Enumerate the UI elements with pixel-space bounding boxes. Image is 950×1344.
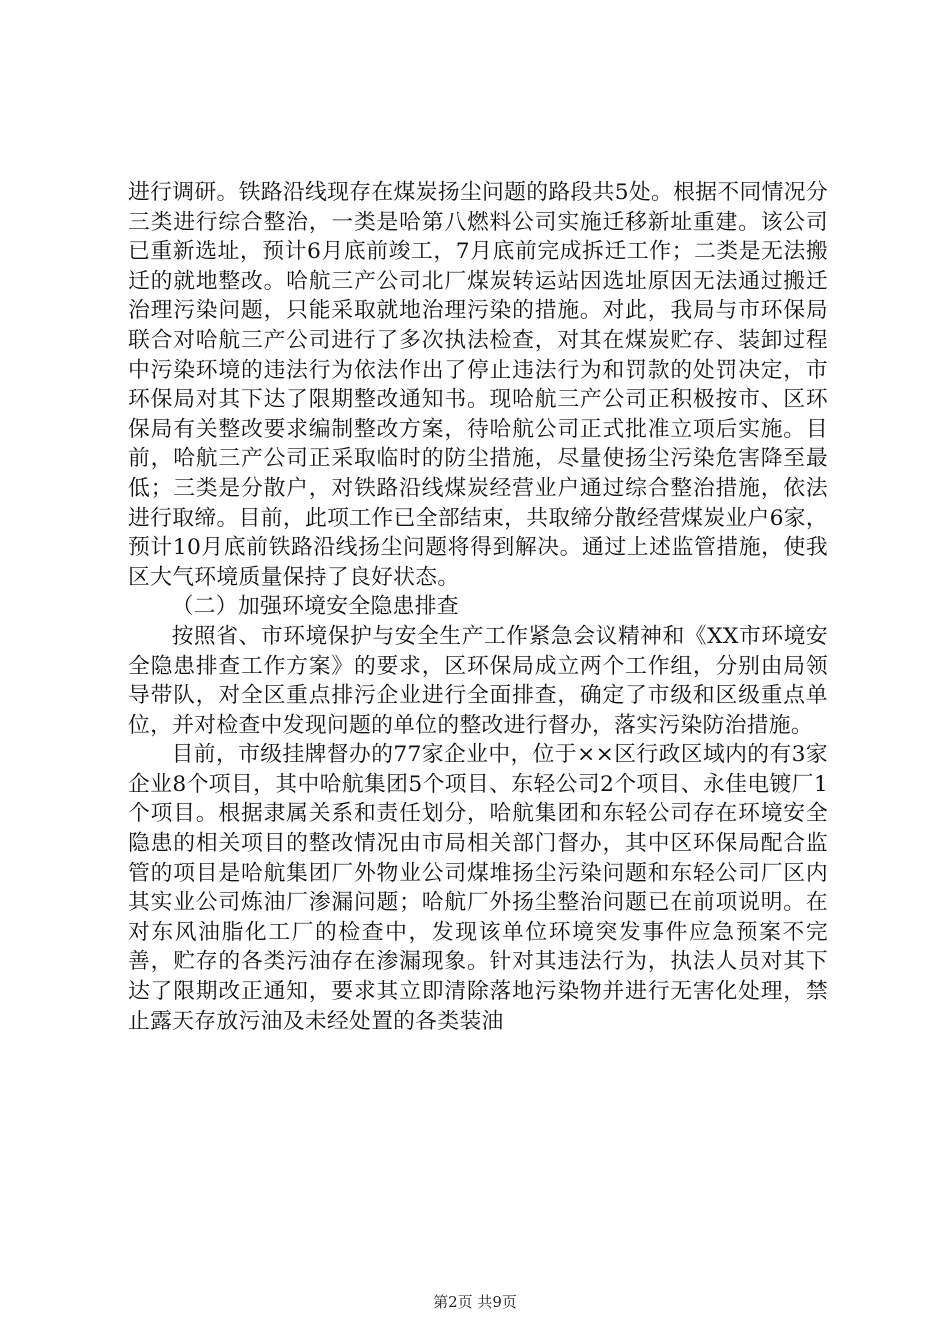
document-body (128, 178, 828, 1036)
section-heading: （二）加强环境安全隐患排查 (171, 594, 459, 620)
page-footer: 第2页 共9页 (433, 1293, 517, 1311)
paragraph-2: 按照省、市环境保护与安全生产工作紧急会议精神和《XX市环境安全隐患排查工作方案》的要求，区环保局成立两个工作组，分别由局领导带队，对全区重点排污企业进行全面排查，确定了市级和区级重点单位，并对检查中发现问题的单位的整改进行督办，落实污染防治措施。 (128, 623, 828, 738)
paragraph-3: 目前，市级挂牌督办的77家企业中，位于××区行政区域内的有3家企业8个项目，其中哈航集团5个项目、东轻公司2个项目、永佳电镀厂1个项目。根据隶属关系和责任划分，哈航集团和东轻公司存在环境安全隐患的相关项目的整改情况由市局相关部门督办，其中区环保局配合监管的项目是哈航集团厂外物业公司煤堆扬尘污染问题和东轻公司厂区内其实业公司炼油厂渗漏问题；哈航厂外扬尘整治问题已在前项说明。在对东风油脂化工厂的检查中，发现该单位环境突发事件应急预案不完善，贮存的各类污油存在渗漏现象。针对其违法行为，执法人员对其下达了限期改正通知，要求其立即清除落地污染物并进行无害化处理，禁止露天存放污油及未经处置的各类装油 (128, 742, 828, 1034)
paragraph-1: 进行调研。铁路沿线现存在煤炭扬尘问题的路段共5处。根据不同情况分三类进行综合整治，一类是哈第八燃料公司实施迁移新址重建。该公司已重新选址，预计6月底前竣工，7月底前完成拆迁工作；二类是无法搬迁的就地整改。哈航三产公司北厂煤炭转运站因选址原因无法通过搬迁治理污染问题，只能采取就地治理污染的措施。对此，我局与市环保局联合对哈航三产公司进行了多次执法检查，对其在煤炭贮存、装卸过程中污染环境的违法行为依法作出了停止违法行为和罚款的处罚决定，市环保局对其下达了限期整改通知书。现哈航三产公司正积极按市、区环保局有关整改要求编制整改方案，待哈航公司正式批准立项后实施。目前，哈航三产公司正采取临时的防尘措施，尽量使扬尘污染危害降至最低；三类是分散户，对铁路沿线煤炭经营业户通过综合整治措施，依法进行取缔。目前，此项工作已全部结束，共取缔分散经营煤炭业户6家，预计10月底前铁路沿线扬尘问题将得到解决。通过上述监管措施，使我区大气环境质量保持了良好状态。 (128, 180, 828, 590)
